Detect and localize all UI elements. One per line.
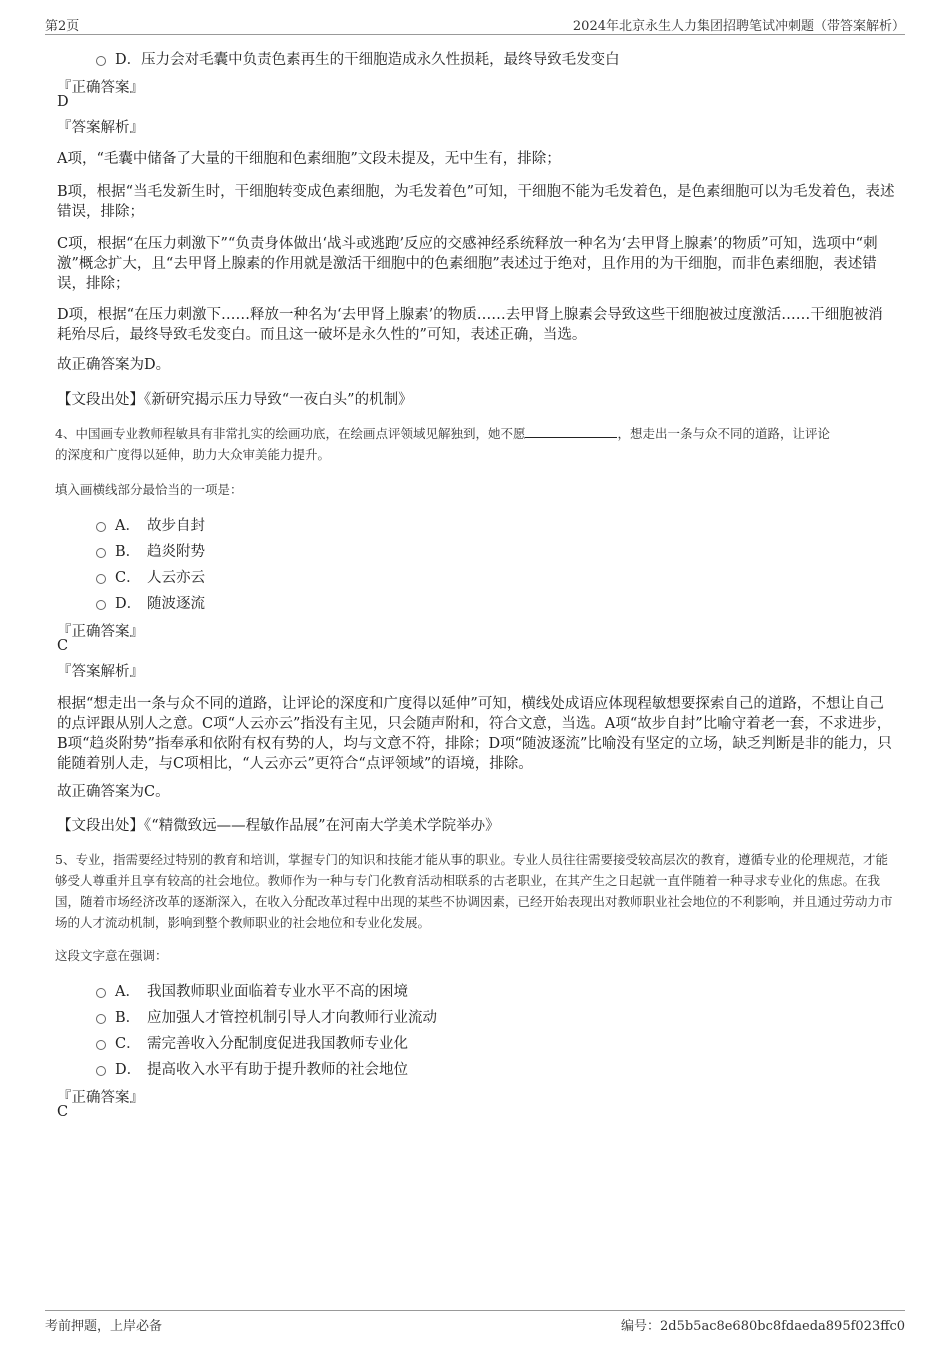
radio-icon[interactable] [96,1066,106,1076]
q4-text-line2: 的深度和广度得以延伸，助力大众审美能力提升。 [55,447,331,462]
radio-icon[interactable] [96,988,106,998]
radio-icon[interactable] [96,574,106,584]
q4-text-before: 4、中国画专业教师程敏具有非常扎实的绘画功底，在绘画点评领域见解独到，她不愿 [55,426,526,441]
footer-slogan: 考前押题，上岸必备 [45,1319,163,1334]
q3-analysis-b: B项，根据“当毛发新生时，干细胞转变成色素细胞，为毛发着色”可知，干细胞不能为毛发着色，是色素细胞可以为毛发着色，表述错误，排除； [57,184,895,220]
q5-option-a[interactable]: A． 我国教师职业面临着专业水平不高的困境 [96,980,408,1001]
radio-icon[interactable] [96,600,106,610]
document-title: 2024年北京永生人力集团招聘笔试冲刺题（带答案解析） [572,19,905,34]
document-serial: 编号：2d5b5ac8e680bc8fdaeda895f023ffc0 [620,1319,905,1334]
q3-answer: D [57,94,69,110]
q4-text-after: ，想走出一条与众不同的道路，让评论 [617,426,830,441]
q5-question-text: 5、专业，指需要经过特别的教育和培训，掌握专门的知识和技能才能从事的职业。专业人员往往需要接受较高层次的教育，遵循专业的伦理规范，才能够受人尊重并且享有较高的社会地位。教师作为一种与专门化教育活动相联系的古老职业，在其产生之日起就一直伴随着一种寻求专业化的焦虑。在我国，随着市场经济改革的逐渐深入，在收入分配改革过程中出现的某些不协调因素，已经开始表现出对教师职业社会地位的不利影响，并且通过劳动力市场的人才流动机制，影响到整个教师职业的社会地位和专业化发展。 [55,852,893,930]
radio-icon[interactable] [96,548,106,558]
q4-option-a[interactable]: A． 故步自封 [96,514,205,535]
q5-option-d[interactable]: D． 提高收入水平有助于提升教师的社会地位 [96,1058,408,1079]
q3-option-d[interactable] [96,48,620,69]
q3-analysis-a: A项，“毛囊中储备了大量的干细胞和色素细胞”文段未提及，无中生有，排除； [57,151,561,167]
q5-answer-label: 『正确答案』 [57,1090,144,1106]
q4-option-d[interactable]: D． 随波逐流 [96,592,205,613]
page-header [45,12,905,35]
q3-answer-label: 『正确答案』 [57,80,144,96]
answer-blank [525,425,617,438]
radio-icon[interactable] [96,522,106,532]
q3-analysis-label: 『答案解析』 [57,120,144,136]
q4-prompt: 填入画横线部分最恰当的一项是： [55,482,243,497]
q5-prompt: 这段文字意在强调： [55,948,168,963]
q4-analysis-label: 『答案解析』 [57,664,144,680]
q3-conclusion: 故正确答案为D。 [57,357,171,373]
q4-source: 【文段出处】《“精微致远——程敏作品展”在河南大学美术学院举办》 [57,818,500,834]
q4-analysis: 根据“想走出一条与众不同的道路，让评论的深度和广度得以延伸”可知，横线处成语应体现程敏想要探索自己的道路，不想让自己的点评跟从别人之意。C项“人云亦云”指没有主见，只会随声附和，符合文意，当选。A项“故步自封”比喻守着老一套，不求进步，B项“趋炎附势”指奉承和依附有权有势的人，均与文意不符，排除；D项“随波逐流”比喻没有坚定的立场，缺乏判断是非的能力，只能随着别人走，与C项相比，“人云亦云”更符合“点评领域”的语境，排除。 [57,696,892,772]
q4-answer-label: 『正确答案』 [57,624,144,640]
q4-option-b[interactable]: B． 趋炎附势 [96,540,205,561]
q3-analysis-d: D项，根据“在压力刺激下……释放一种名为‘去甲肾上腺素’的物质……去甲肾上腺素会导致这些干细胞被过度激活……干细胞被消耗殆尽后，最终导致毛发变白。而且这一破坏是永久性的”可知，表述正确，当选。 [57,307,883,343]
radio-icon[interactable] [96,56,106,66]
page-footer [45,1310,905,1335]
q5-answer: C [57,1104,69,1120]
radio-icon[interactable] [96,1014,106,1024]
q5-option-b[interactable]: B． 应加强人才管控机制引导人才向教师行业流动 [96,1006,437,1027]
q5-option-c[interactable]: C． 需完善收入分配制度促进我国教师专业化 [96,1032,408,1053]
q4-answer: C [57,638,69,654]
q4-question-text [55,423,895,465]
q4-option-c[interactable]: C． 人云亦云 [96,566,205,587]
radio-icon[interactable] [96,1040,106,1050]
q4-conclusion: 故正确答案为C。 [57,784,170,800]
q3-option-d-text: D．压力会对毛囊中负责色素再生的干细胞造成永久性损耗，最终导致毛发变白 [115,52,620,68]
q3-analysis-c: C项，根据“在压力刺激下”“负责身体做出‘战斗或逃跑’反应的交感神经系统释放一种名为‘去甲肾上腺素’的物质”可知，选项中“刺激”概念扩大，且“去甲肾上腺素的作用就是激活干细胞中的色素细胞”表述过于绝对，且作用的为干细胞，而非色素细胞，表述错误，排除； [57,236,878,292]
q3-source: 【文段出处】《新研究揭示压力导致“一夜白头”的机制》 [57,392,413,408]
page-number: 第2页 [45,19,80,34]
